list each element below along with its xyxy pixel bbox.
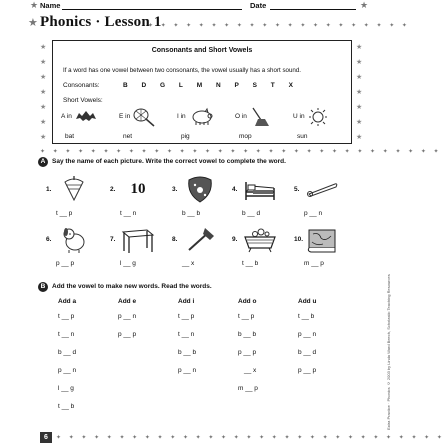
- item-leg: [110, 226, 172, 272]
- word-blank[interactable]: b __ d: [242, 210, 261, 217]
- example-sun: [293, 107, 343, 141]
- mop-icon: [249, 107, 271, 127]
- word-blank[interactable]: t __ p: [56, 210, 73, 217]
- star-border-right: ★ ★ ★ ★ ★ ★ ★: [356, 44, 363, 141]
- net-icon: [133, 107, 155, 127]
- word-blank[interactable]: b __ b: [182, 210, 201, 217]
- word-cell[interactable]: b __ b: [238, 331, 257, 338]
- word-cell[interactable]: p __ n: [298, 331, 317, 338]
- star-border-footer: ✦ ✦ ✦ ✦ ✦ ✦ ✦ ✦ ✦ ✦ ✦ ✦ ✦ ✦ ✦ ✦ ✦ ✦ ✦ ✦ ✦ ✦ ✦ ✦ ✦ ✦ ✦ ✦ ✦ ✦ ✦: [56, 435, 445, 441]
- page-title: Phonics · Lesson 1: [40, 14, 162, 30]
- word-blank[interactable]: l __ g: [120, 260, 136, 267]
- word-cell[interactable]: b __ d: [298, 349, 317, 356]
- consonant-list: [123, 82, 293, 89]
- side-credit: Extra Practice · Phonics © 2003 by Linda Ward Beech, Scholastic Teaching Resources: [386, 274, 391, 430]
- item-pin: [294, 176, 356, 222]
- footer: [0, 431, 445, 445]
- tub-icon: [243, 226, 277, 254]
- section-a-badge: A: [38, 157, 48, 167]
- item-pup: [46, 226, 108, 272]
- word-cell[interactable]: l __ g: [58, 385, 74, 392]
- star-icon: ★: [360, 0, 369, 10]
- consonant: P: [234, 82, 239, 89]
- word-blank[interactable]: __ x: [182, 260, 195, 267]
- bib-icon: [183, 176, 217, 204]
- star-border-bottom: ✦ ✦ ✦ ✦ ✦ ✦ ✦ ✦ ✦ ✦ ✦ ✦ ✦ ✦ ✦ ✦ ✦ ✦ ✦ ✦ ✦ ✦ ✦ ✦ ✦ ✦ ✦ ✦ ✦ ✦ ✦ ✦: [40, 149, 442, 155]
- consonant: B: [123, 82, 128, 89]
- pig-icon: [191, 107, 213, 127]
- word-cell[interactable]: p __ n: [58, 367, 77, 374]
- top-icon: [57, 176, 91, 204]
- column-header: Add e: [118, 298, 137, 305]
- column-add-u: [298, 298, 354, 374]
- vowel-label: E in: [119, 113, 131, 120]
- short-vowels-label: Short Vowels:: [63, 97, 103, 104]
- section-b-badge: B: [38, 282, 48, 292]
- consonant: T: [270, 82, 275, 89]
- header-bar: [0, 0, 400, 12]
- word-cell[interactable]: p __ p: [238, 349, 257, 356]
- word-cell[interactable]: b __ b: [178, 349, 197, 356]
- date-label: Date: [250, 1, 267, 10]
- section-b-instruction: Add the vowel to make new words. Read the words.: [52, 283, 212, 290]
- word-cell[interactable]: m __ p: [238, 385, 258, 392]
- vowel-label: U in: [293, 113, 305, 120]
- item-number: 6.: [46, 236, 52, 243]
- word-cell[interactable]: t __ b: [298, 313, 315, 320]
- vowel-label: A in: [61, 113, 72, 120]
- item-tub: [232, 226, 294, 272]
- example-pig: [177, 107, 227, 141]
- item-number: 7.: [110, 236, 116, 243]
- item-map: [294, 226, 356, 272]
- star-icon: ★: [28, 17, 38, 29]
- name-label: Name: [40, 1, 61, 10]
- sun-icon: [307, 107, 329, 127]
- bed-icon: [243, 176, 277, 204]
- example-word: mop: [239, 133, 252, 140]
- item-ten: [110, 176, 172, 222]
- item-number: 9.: [232, 236, 238, 243]
- item-number: 4.: [232, 186, 238, 193]
- example-mop: [235, 107, 285, 141]
- map-icon: [305, 226, 339, 254]
- word-cell[interactable]: b __ d: [58, 349, 77, 356]
- word-cell[interactable]: p __ p: [298, 367, 317, 374]
- box-title: Consonants and Short Vowels: [151, 47, 253, 54]
- word-blank[interactable]: p __ n: [304, 210, 323, 217]
- item-number: 10.: [294, 236, 304, 243]
- consonant: D: [141, 82, 147, 89]
- item-number: 2.: [110, 186, 116, 193]
- consonant: N: [215, 82, 221, 89]
- column-header: Add o: [238, 298, 257, 305]
- vowel-label: O in: [235, 113, 247, 120]
- info-box: [52, 40, 352, 144]
- word-blank[interactable]: p __ p: [56, 260, 75, 267]
- column-add-i: [178, 298, 234, 374]
- word-table: [58, 298, 358, 428]
- column-add-o: [238, 298, 294, 392]
- item-bed: [232, 176, 294, 222]
- consonant: M: [196, 82, 203, 89]
- word-cell[interactable]: t __ n: [58, 331, 75, 338]
- word-cell[interactable]: t __ p: [178, 313, 195, 320]
- word-cell[interactable]: t __ p: [238, 313, 255, 320]
- column-add-e: [118, 298, 174, 338]
- item-top: [46, 176, 108, 222]
- section-a-instruction: Say the name of each picture. Write the correct vowel to complete the word.: [52, 158, 286, 165]
- word-cell[interactable]: p __ p: [118, 331, 137, 338]
- date-line[interactable]: [270, 9, 356, 10]
- consonant: X: [288, 82, 293, 89]
- word-blank[interactable]: m __ p: [304, 260, 324, 267]
- item-bib: [172, 176, 234, 222]
- example-bat: [61, 107, 111, 141]
- word-cell[interactable]: t __ n: [178, 331, 195, 338]
- consonants-label: Consonants:: [63, 82, 100, 89]
- consonant: G: [160, 82, 166, 89]
- star-border-left: ★ ★ ★ ★ ★ ★ ★: [40, 44, 47, 141]
- star-border-top: ✦ ✦ ✦ ✦ ✦ ✦ ✦ ✦ ✦ ✦ ✦ ✦ ✦ ✦ ✦ ✦ ✦ ✦ ✦ ✦ ✦: [148, 23, 410, 29]
- column-header: Add u: [298, 298, 317, 305]
- table-leg-icon: [121, 226, 155, 254]
- word-cell[interactable]: p __ n: [118, 313, 137, 320]
- word-blank[interactable]: t __ n: [120, 210, 137, 217]
- example-word: net: [123, 133, 133, 140]
- star-icon: ★: [30, 0, 39, 10]
- item-number: 8.: [172, 236, 178, 243]
- word-cell[interactable]: __ x: [244, 367, 257, 374]
- example-word: bat: [65, 133, 75, 140]
- vowel-rule: If a word has one vowel between two consonants, the vowel usually has a short sound.: [63, 67, 302, 74]
- example-word: pig: [181, 133, 190, 140]
- item-number: 3.: [172, 186, 178, 193]
- pup-icon: [57, 226, 91, 254]
- consonant: S: [252, 82, 257, 89]
- item-ax: [172, 226, 234, 272]
- page-number: 6: [40, 432, 52, 443]
- example-word: sun: [297, 133, 308, 140]
- ax-icon: [183, 226, 217, 254]
- vowel-label: I in: [177, 113, 186, 120]
- ten-icon: 10: [130, 181, 146, 197]
- pin-icon: [305, 176, 339, 204]
- word-cell[interactable]: p __ n: [178, 367, 197, 374]
- column-header: Add a: [58, 298, 77, 305]
- bat-icon: [75, 107, 97, 127]
- consonant: L: [178, 82, 183, 89]
- word-cell[interactable]: t __ p: [58, 313, 75, 320]
- word-blank[interactable]: t __ b: [242, 260, 259, 267]
- item-number: 5.: [294, 186, 300, 193]
- column-header: Add i: [178, 298, 195, 305]
- word-cell[interactable]: t __ b: [58, 403, 75, 410]
- item-number: 1.: [46, 186, 52, 193]
- name-line[interactable]: [62, 9, 242, 10]
- example-net: [119, 107, 169, 141]
- column-add-a: [58, 298, 114, 410]
